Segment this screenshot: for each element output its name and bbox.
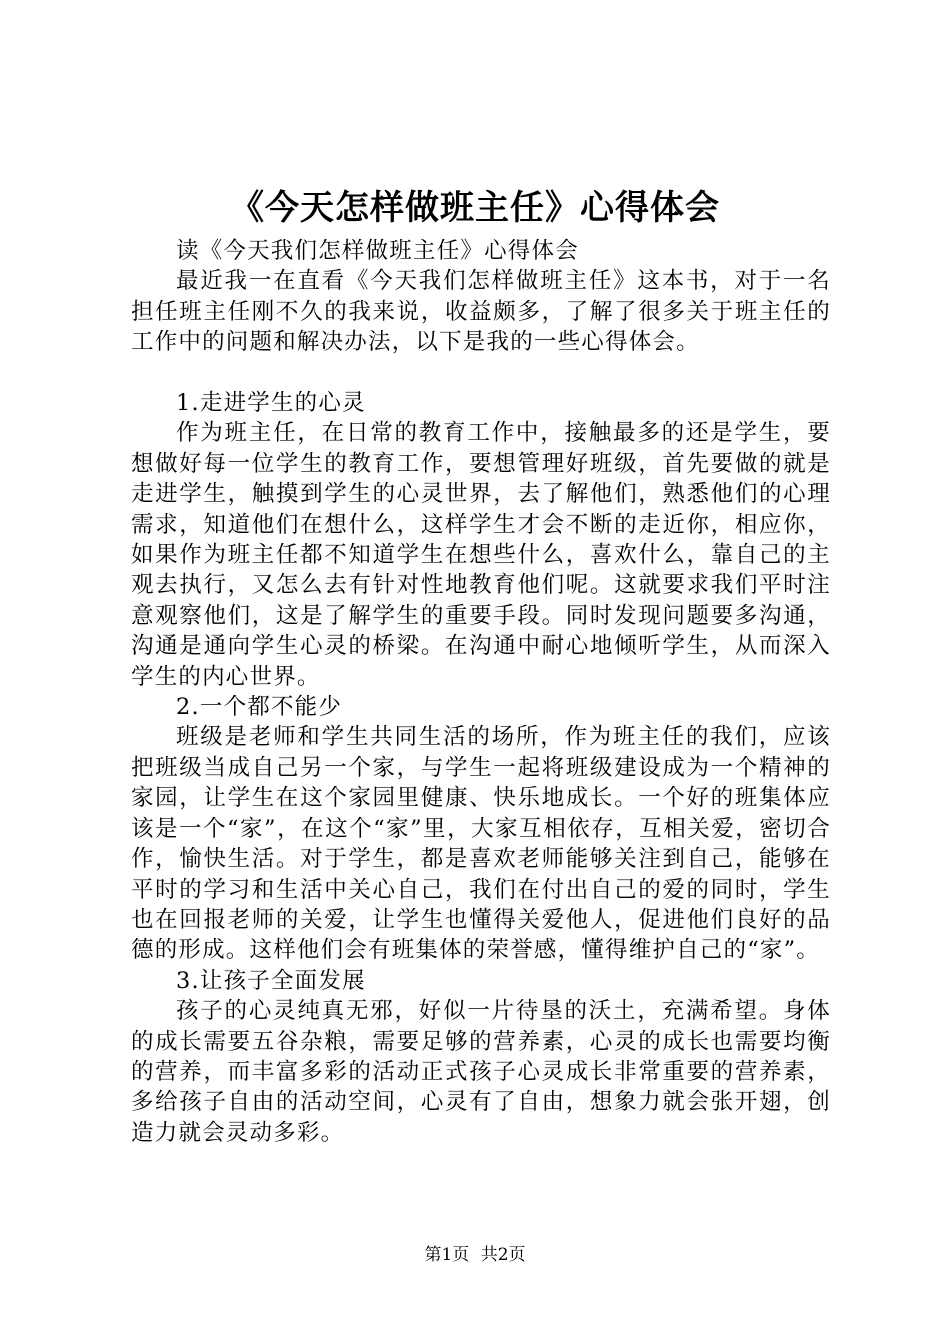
page-total: 共2页 [480, 1245, 526, 1265]
paragraph-spacer [131, 358, 831, 388]
page-footer [0, 1243, 950, 1267]
document-title: 《今天怎样做班主任》心得体会 [230, 188, 720, 228]
page-number: 第1页 [424, 1245, 470, 1265]
subtitle-paragraph: 读《今天我们怎样做班主任》心得体会 [176, 238, 579, 264]
section-heading: 3.让孩子全面发展 [176, 967, 366, 994]
section-paragraph: 作为班主任，在日常的教育工作中，接触最多的还是学生，要想做好每一位学生的教育工作，要想管理好班级，首先要做的就是走进学生，触摸到学生的心灵世界，去了解他们，熟悉他们的心理需求，知道他们在想什么，这样学生才会不断的走近你，相应你，如果作为班主任都不知道学生在想些什么，喜欢什么，靠自己的主观去执行，又怎么去有针对性地教育他们呢。这就要求我们平时注意观察他们，这是了解学生的重要手段。同时发现问题要多沟通，沟通是通向学生心灵的桥梁。在沟通中耐心地倾听学生，从而深入学生的内心世界。 [131, 420, 831, 690]
section-heading: 2.一个都不能少 [176, 694, 343, 721]
document-body [131, 236, 831, 1148]
intro-paragraph: 最近我一在直看《今天我们怎样做班主任》这本书，对于一名担任班主任刚不久的我来说，收益颇多，了解了很多关于班主任的工作中的问题和解决办法，以下是我的一些心得体会。 [131, 268, 831, 356]
section-heading: 1.走进学生的心灵 [176, 390, 366, 417]
section-paragraph: 孩子的心灵纯真无邪，好似一片待垦的沃土，充满希望。身体的成长需要五谷杂粮，需要足够的营养素，心灵的成长也需要均衡的营养，而丰富多彩的活动正式孩子心灵成长非常重要的营养素，多给孩子自由的活动空间，心灵有了自由，想象力就会张开翅，创造力就会灵动多彩。 [131, 998, 831, 1146]
section-paragraph: 班级是老师和学生共同生活的场所，作为班主任的我们，应该把班级当成自己另一个家，与学生一起将班级建设成为一个精神的家园，让学生在这个家园里健康、快乐地成长。一个好的班集体应该是一个“家”，在这个“家”里，大家互相依存，互相关爱，密切合作，愉快生活。对于学生，都是喜欢老师能够关注到自己，能够在平时的学习和生活中关心自己，我们在付出自己的爱的同时，学生也在回报老师的关爱，让学生也懂得关爱他人，促进他们良好的品德的形成。这样他们会有班集体的荣誉感，懂得维护自己的“家”。 [131, 724, 831, 964]
